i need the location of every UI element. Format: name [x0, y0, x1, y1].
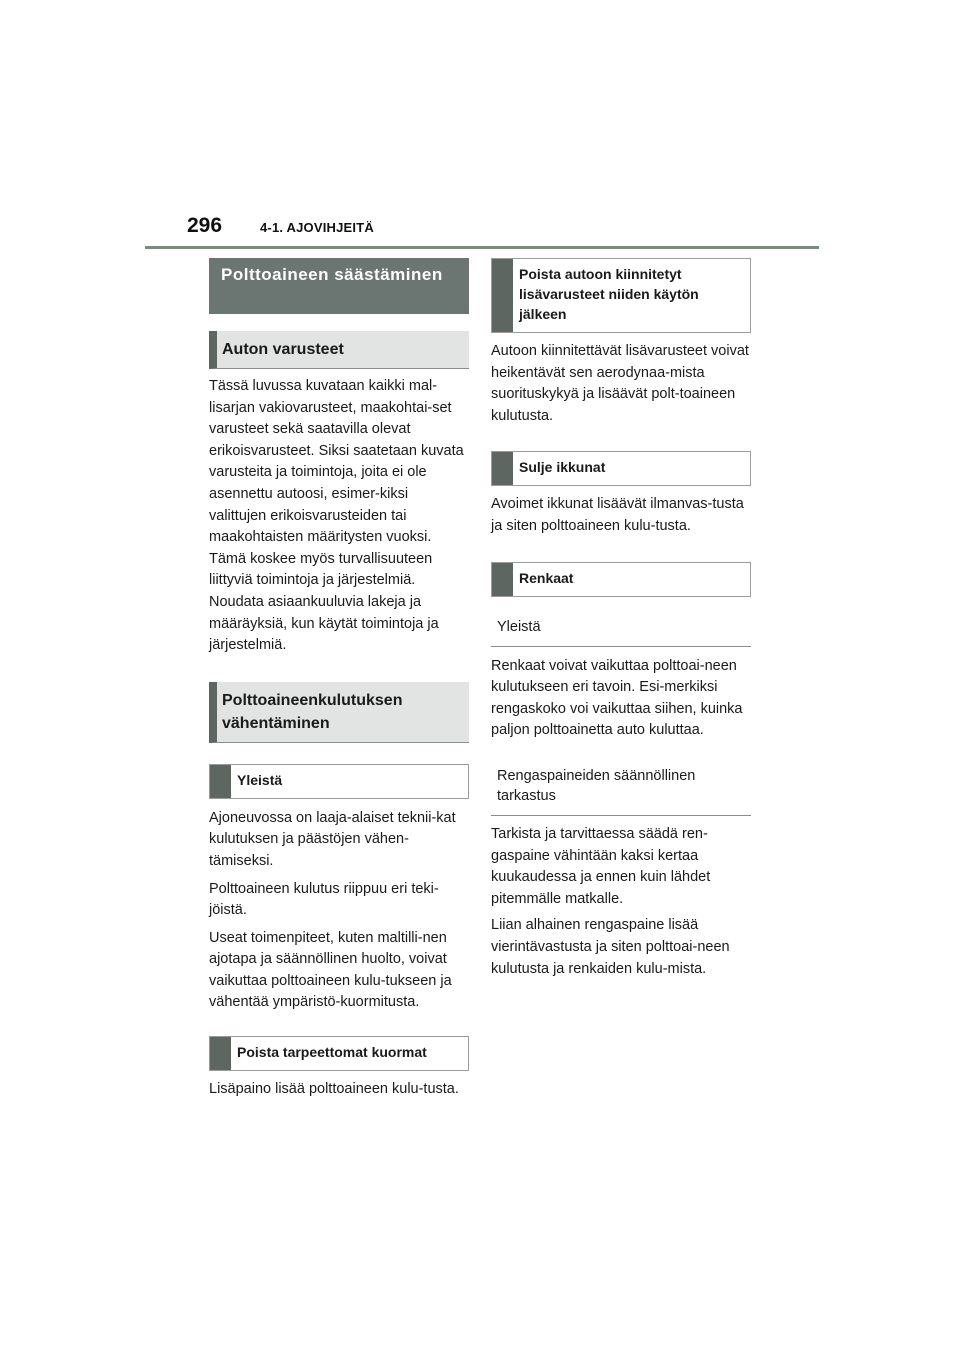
paragraph-lisapaino: Lisäpaino lisää polttoaineen kulu-tusta. [209, 1081, 459, 1098]
paragraph-tarkista: Tarkista ja tarvittaessa säädä ren-gaspaine vähintään kaksi kertaa kuukaudessa ja ennen kuin lähdet pitemmälle matkalle. [491, 825, 711, 907]
subheading-marker [210, 1037, 231, 1070]
subheading-kuormat-label: Poista tarpeettomat kuormat [237, 1044, 427, 1061]
subheading-yleista-label: Yleistä [237, 771, 283, 788]
subheading-renkaat [491, 562, 751, 597]
subheading-marker [492, 452, 513, 485]
page-header [145, 212, 819, 249]
subheading-lisavarusteet [491, 258, 751, 333]
subheading-yleista [209, 764, 469, 799]
left-column [209, 258, 469, 1101]
subheading-renkaat-label: Renkaat [519, 569, 574, 586]
subheading-marker [492, 259, 513, 332]
chapter-title: 4-1. AJOVIHJEITÄ [260, 220, 374, 235]
subheading-ikkunat [491, 451, 751, 486]
heading-auton-varusteet: Auton varusteet [209, 331, 469, 369]
paragraph-ikkunat: Avoimet ikkunat lisäävät ilmanvas-tusta ja siten polttoaineen kulu-tusta. [491, 496, 744, 534]
subheading-lisavarusteet-label: Poista autoon kiinnitetyt lisävarusteet niiden käytön jälkeen [519, 266, 699, 322]
paragraph-varusteet: Tässä luvussa kuvataan kaikki mal-lisarjan vakiovarusteet, maakohtai-set varusteet sekä saatavilla olevat erikoisvarusteet. Siksi saatetaan kuvata varusteita ja toimintoja, joita ei ole asennettu autoosi, esimer-kiksi valittujen erikoisvarusteiden tai maakohtaisten määritysten vuoksi. Tämä koskee myös turvallisuuteen liittyviä toimintoja ja järjestelmiä. Noudata asiaankuuluvia lakeja ja määräyksiä, kun käytät toimintoja ja järjestelmiä. [209, 378, 464, 654]
paragraph-tekijat: Polttoaineen kulutus riippuu eri teki-jöistä. [209, 880, 439, 919]
page-number: 296 [187, 214, 223, 237]
paragraph-aerodynamiikka: Autoon kiinnitettävät lisävarusteet voivat heikentävät sen aerodynaa-mista suorituskykyä ja lisäävät polt-toaineen kulutusta. [491, 343, 749, 424]
paragraph-toimenpiteet: Useat toimenpiteet, kuten maltilli-nen ajotapa ja säännöllinen huolto, voivat vaikuttaa polttoaineen kulu-tukseen ja vähentää ympäristö-kuormitusta. [209, 929, 452, 1011]
heading-kulutuksen-vahentaminen: Polttoaineenkulutuksen vähentäminen [209, 682, 469, 743]
right-column [491, 258, 751, 980]
paragraph-alhainen-paine: Liian alhainen rengaspaine lisää vierintävastusta ja siten polttoai-neen kulutusta ja renkaiden kulu-mista. [491, 917, 730, 977]
minor-heading-yleista: Yleistä [491, 611, 751, 647]
subheading-ikkunat-label: Sulje ikkunat [519, 459, 606, 476]
minor-heading-rengaspaineet: Rengaspaineiden säännöllinen tarkastus [491, 760, 751, 816]
paragraph-tekniikat: Ajoneuvossa on laaja-alaiset teknii-kat kulutuksen ja päästöjen vähen-tämiseksi. [209, 809, 456, 869]
section-banner: Polttoaineen säästäminen [209, 258, 469, 314]
paragraph-renkaat: Renkaat voivat vaikuttaa polttoai-neen kulutukseen eri tavoin. Esi-merkiksi rengaskoko voi vaikuttaa siihen, kuinka paljon polttoainetta auto kuluttaa. [491, 657, 743, 739]
subheading-marker [492, 563, 513, 596]
subheading-marker [210, 765, 231, 798]
subheading-kuormat [209, 1036, 469, 1071]
